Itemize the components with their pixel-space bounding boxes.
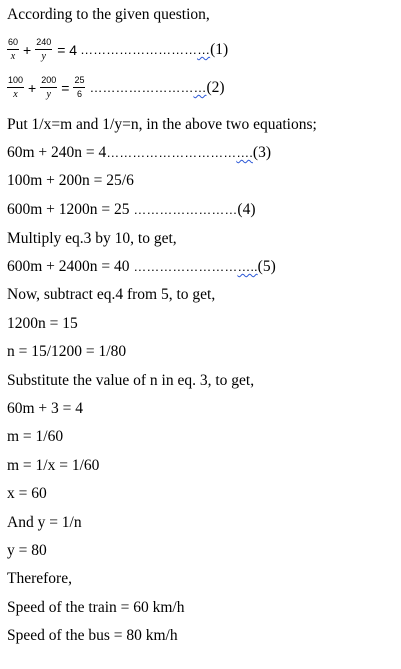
equation-4: 600m + 1200n = 25 ……………………(4) xyxy=(7,201,256,218)
line-m-value: m = 1/60 xyxy=(7,428,64,445)
dot-leader: …………………… xyxy=(133,259,238,274)
dot-leader: ……………………… xyxy=(80,42,198,57)
intro-line: According to the given question, xyxy=(7,6,210,23)
equation-5: 600m + 2400n = 40 ………………………..(5) xyxy=(7,258,276,275)
bus-speed-line: Speed of the bus = 80 km/h xyxy=(7,627,178,644)
equation-3: 60m + 240n = 4…………………………….(3) xyxy=(7,144,271,161)
equation-1: $\frac{60}{x}$ + $\frac{240}{y}$ = 4 ……………………… … (1) xyxy=(8,37,229,62)
dot-leader: ………………………… xyxy=(106,145,237,160)
therefore-line: Therefore, xyxy=(7,570,72,587)
line-x-value: x = 60 xyxy=(7,485,47,502)
substitution-line: Put 1/x=m and 1/y=n, in the above two equations; xyxy=(7,116,317,133)
equation-number: (1) xyxy=(210,40,229,58)
line-100m-200n: 100m + 200n = 25/6 xyxy=(7,172,134,189)
dot-leader: …………………… xyxy=(133,202,238,217)
spellcheck-mark: … xyxy=(193,80,207,95)
equation-number: (2) xyxy=(206,78,225,96)
dot-leader: …………………… xyxy=(89,80,194,95)
spellcheck-mark: … xyxy=(197,42,211,57)
fraction-200-over-y: $\frac{200}{y}$ xyxy=(41,75,57,100)
multiply-line: Multiply eq.3 by 10, to get, xyxy=(7,230,177,247)
equation-number: (4) xyxy=(237,201,256,218)
line-n-value: n = 15/1200 = 1/80 xyxy=(7,343,127,360)
fraction-240-over-y: $\frac{240}{y}$ xyxy=(36,37,52,62)
line-1200n: 1200n = 15 xyxy=(7,315,78,332)
line-y-value: y = 80 xyxy=(7,542,47,559)
line-m-x: m = 1/x = 1/60 xyxy=(7,457,100,474)
line-60m-3: 60m + 3 = 4 xyxy=(7,400,84,417)
substitute-line: Substitute the value of n in eq. 3, to get, xyxy=(7,372,255,389)
train-speed-line: Speed of the train = 60 km/h xyxy=(7,599,185,616)
spellcheck-mark: ….. xyxy=(237,259,258,274)
line-y-1-over-n: And y = 1/n xyxy=(7,514,82,531)
fraction-100-over-x: $\frac{100}{x}$ xyxy=(8,75,24,100)
equation-number: (3) xyxy=(252,144,271,161)
subtract-line: Now, subtract eq.4 from 5, to get, xyxy=(7,286,216,303)
fraction-60-over-x: $\frac{60}{x}$ xyxy=(8,37,19,62)
spellcheck-mark: …. xyxy=(236,145,253,160)
equation-2: $\frac{100}{x}$ + $\frac{200}{y}$ = $\frac{25}{6}$ …………………… … (2) xyxy=(8,75,225,100)
equation-number: (5) xyxy=(257,258,276,275)
fraction-25-over-6: $\frac{25}{6}$ xyxy=(74,75,85,99)
